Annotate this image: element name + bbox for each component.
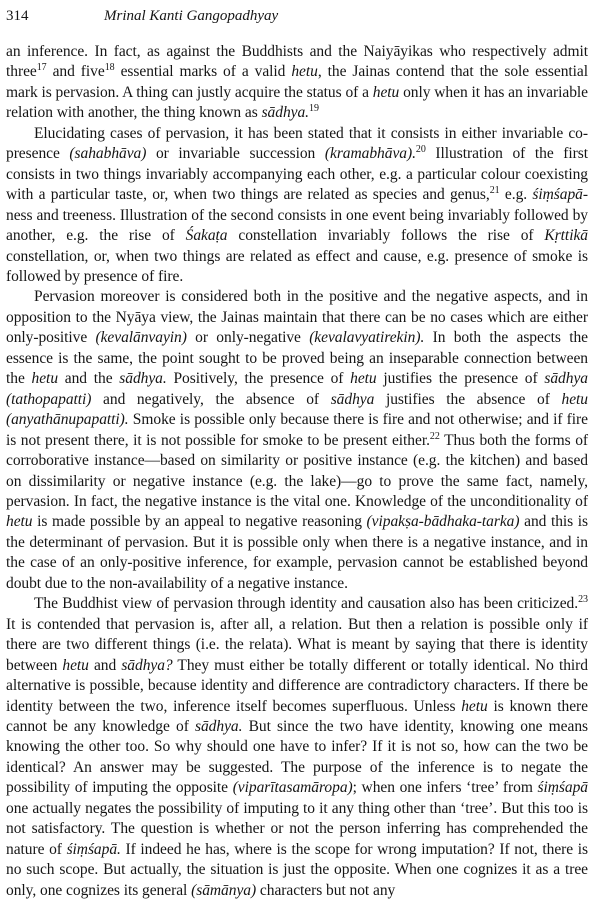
footnote-ref-19: 19 [309,103,319,115]
text-run: an inference. In fact, as against the Buddhists and the Naiyāyikas who respectively admit three [6,43,588,81]
italic-term: (kevalānvayin) [95,329,187,347]
italic-term: śiṃśapā [537,779,588,797]
italic-term: hetu [372,83,400,101]
footnote-ref-21: 21 [489,185,500,197]
text-run: constellation invariably follows the rise of [227,227,545,245]
paragraph-3 [6,287,588,594]
text-run: In both the aspects the essence is the same, the point sought to be proved being an inseparable connection between the [6,329,588,388]
text-run: or invariable succession [146,145,325,163]
text-run: The Buddhist view of pervasion through identity and causation also has been criticized. [34,595,579,613]
running-header [6,6,588,28]
text-run: is known there cannot be any knowledge of [6,697,588,735]
text-run: e.g. [499,186,533,204]
italic-term: hetu [461,697,488,715]
italic-term: hetu (anyathānupapatti). [6,390,588,429]
text-run: justifies the absence of [374,390,562,408]
text-run: Pervasion moreover is considered both in the positive and the negative aspects, and in opposition to the Nyāya view, the Jainas maintain that there can be no cases which are either only-positive [6,288,588,347]
text-run: characters but not any [256,881,396,899]
paragraph-1 [6,42,588,124]
italic-term: Kṛttikā [544,227,588,245]
text-run: They must either be totally different or totally identical. No third alternative is possible, because identity and difference are contradictory characters. If there be identity between the two, inference itself becomes superfluous. Unless [6,656,588,715]
italic-term: (sahabhāva) [69,145,147,163]
text-run: is made possible by an appeal to negative reasoning [32,513,367,531]
text-run: It is contended that pervasion is, after all, a relation. But then a relation is possible only if there are two different things (i.e. the relata). What is meant by saying that there is identity between [6,615,588,674]
text-run: one actually negates the possibility of imputing to it any thing other than ‘tree’. But this too is not satisfactory. The question is whether or not the person inferring has comprehended the nature of [6,799,588,858]
text-run: , the Jainas contend that the sole essential mark is pervasion. A thing can justly acquire the status of a [6,63,588,101]
text-run: Thus both the forms of corroborative instance—based on similarity or positive instance (e.g. the kitchen) and based on dissimilarity or negative instance (e.g. the lake)—go to prove the same fact, namely, pervasion. In fact, the negative instance is the vital one. Knowledge of the unconditionality of [6,431,589,510]
footnote-ref-22: 22 [429,430,440,442]
italic-term: (viparītasamāropa) [232,779,353,797]
footnote-ref-17: 17 [36,62,47,74]
italic-term: hetu [6,513,33,531]
text-run: and the [58,370,120,388]
italic-term: (vipakṣa-bādhaka-tarka) [366,513,520,531]
footnote-ref-23: 23 [578,594,588,606]
text-run: But since the two have identity, knowing one means knowing the other too. So why should one have to infer? If it is not so, how can the two be identical? An answer may be suggested. The purpose of the inference is to negate the possibility of imputing the opposite [6,717,588,797]
text-run: ; when one infers ‘tree’ from [352,779,538,797]
italic-term: Śakaṭa [185,227,228,245]
italic-term: (kramabhāva). [324,145,416,163]
text-run: -ness and treeness. Illustration of the second consists in one event being invariably followed by another, e.g. the rise of [6,186,588,245]
text-run: essential marks of a valid [114,63,292,81]
italic-term: śiṃśapā [532,186,583,204]
paragraph-4 [6,594,588,901]
text-run: Smoke is possible only because there is fire and not otherwise; and if fire is not present there, it is not possible for smoke to be present either. [6,411,588,449]
text-run: If indeed he has, where is the scope for wrong imputation? If not, there is no such scope. But actually, the situation is just the opposite. When one cognizes it as a tree only, one cognizes its general [6,840,588,899]
text-run: Positively, the presence of [166,370,351,388]
italic-term: hetu [62,656,89,674]
italic-term: sādhya. [261,104,309,122]
text-run: and [88,656,122,674]
text-run: justifies the presence of [376,370,545,388]
italic-term: (kevalavyatirekin). [309,329,425,347]
text-run: only when it has an invariable relation with another, the thing known as [6,83,588,122]
footnote-ref-20: 20 [415,144,426,156]
italic-term: sādhya [330,390,375,408]
italic-term: (sāmānya) [191,881,257,899]
text-run: Illustration of the first consists in two things invariably accompanying each other, e.g. a particular colour coexisting with a particular taste, or, when two things are related as species and genus, [6,145,588,204]
text-run: and this is the determinant of pervasion. But it is possible only when there is a negative instance, and in the case of an only-positive inference, for example, pervasion cannot be established beyond doubt due to the non-availability of a negative instance. [6,513,588,592]
italic-term: hetu [350,370,377,388]
page-number: 314 [6,8,29,24]
italic-term: śiṃśapā. [66,840,121,858]
text-run: and five [46,63,105,81]
italic-term: sādhya? [121,656,173,674]
text-run: and negatively, the absence of [91,390,331,408]
italic-term: sādhya. [119,370,167,388]
text-run: or only-negative [186,329,310,347]
italic-term: hetu [291,63,318,81]
text-run: Elucidating cases of pervasion, it has been stated that it consists in either invariable co-presence [6,124,588,163]
italic-term: hetu [31,370,59,388]
running-title: Mrinal Kanti Gangopadhyay [104,8,279,24]
footnote-ref-18: 18 [104,62,115,74]
italic-term: sādhya. [195,717,243,735]
paragraph-2 [6,124,588,288]
text-run: constellation, or, when two things are related as effect and cause, e.g. presence of smoke is followed by presence of fire. [6,247,588,285]
italic-term: sādhya (tathopapatti) [6,370,588,408]
